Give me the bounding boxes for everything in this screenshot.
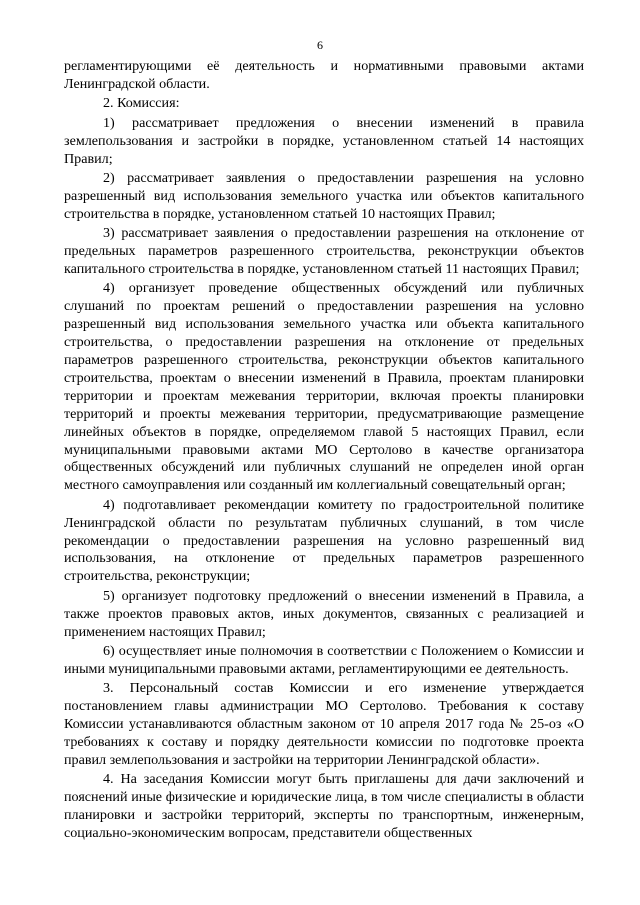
page-number: 6: [317, 38, 323, 52]
paragraph-item-3: 3) рассматривает заявления о предоставлении разрешения на отклонение от предельных параметров разрешенного строительства, реконструкции объектов капитального строительства в порядке, установленном статьей 11 настоящих Правил;: [64, 225, 584, 277]
paragraph-item-2: 2) рассматривает заявления о предоставлении разрешения на условно разрешенный вид использования земельного участка или объектов капитального строительства в порядке, установленном статьей 10 настоящих Правил;: [64, 169, 584, 222]
paragraph-section-3: 3. Персональный состав Комиссии и его изменение утверждается постановлением главы администрации МО Сертолово. Требования к составу Комиссии устанавливаются областным законом от 10 апреля 2017 года № 25-оз «О требованиях к составу и порядку деятельности комиссии по подготовке проекта правил землепользования и застройки на территории Ленинградской области».: [64, 680, 584, 768]
paragraph-item-5: 5) организует подготовку предложений о внесении изменений в Правила, а также проектов правовых актов, иных документов, связанных с реализацией и применением настоящих Правил;: [64, 587, 584, 640]
paragraph-item-4b: 4) подготавливает рекомендации комитету по градостроительной политике Ленинградской области по результатам публичных слушаний, в том числе рекомендации о предоставлении разрешения на условно разрешенный вид использования, на отклонение от предельных параметров разрешенного строительства, реконструкции;: [64, 496, 584, 585]
document-body: [64, 58, 584, 844]
paragraph-item-1: 1) рассматривает предложения о внесении изменений в правила землепользования и застройки в порядке, установленном статьей 14 настоящих Правил;: [64, 114, 584, 167]
paragraph-continuation: регламентирующими её деятельность и нормативными правовыми актами Ленинградской области.: [64, 58, 584, 92]
paragraph-item-4a: 4) организует проведение общественных обсуждений или публичных слушаний по проектам решений о предоставлении разрешения на условно разрешенный вид использования земельного участка или объекта капитального строительства, о предоставлении разрешения на отклонение от предельных параметров разрешенного строительства, реконструкции объектов капитального строительства, проектам о внесении изменений в Правила, проектам планировки территории и проектам межевания территории, включая проекты планировки территорий и проекты межевания территории, предусматривающие размещение линейных объектов в порядке, определяемом главой 5 настоящих Правил, если муниципальными правовыми актами МО Сертолово в качестве организатора общественных обсуждений или публичных слушаний не определен иной орган местного самоуправления или созданный им коллегиальный совещательный орган;: [64, 280, 584, 494]
paragraph-section-4: 4. На заседания Комиссии могут быть приглашены для дачи заключений и пояснений иные физические и юридические лица, в том числе специалисты в области планировки и застройки территорий, эксперты по транспортным, инженерным, социально-экономическим вопросам, представители общественных: [64, 771, 584, 842]
paragraph-item-6: 6) осуществляет иные полномочия в соответствии с Положением о Комиссии и иными муниципальными правовыми актами, регламентирующими ее деятельность.: [64, 643, 584, 677]
paragraph-commission-heading: 2. Комиссия:: [103, 95, 180, 112]
